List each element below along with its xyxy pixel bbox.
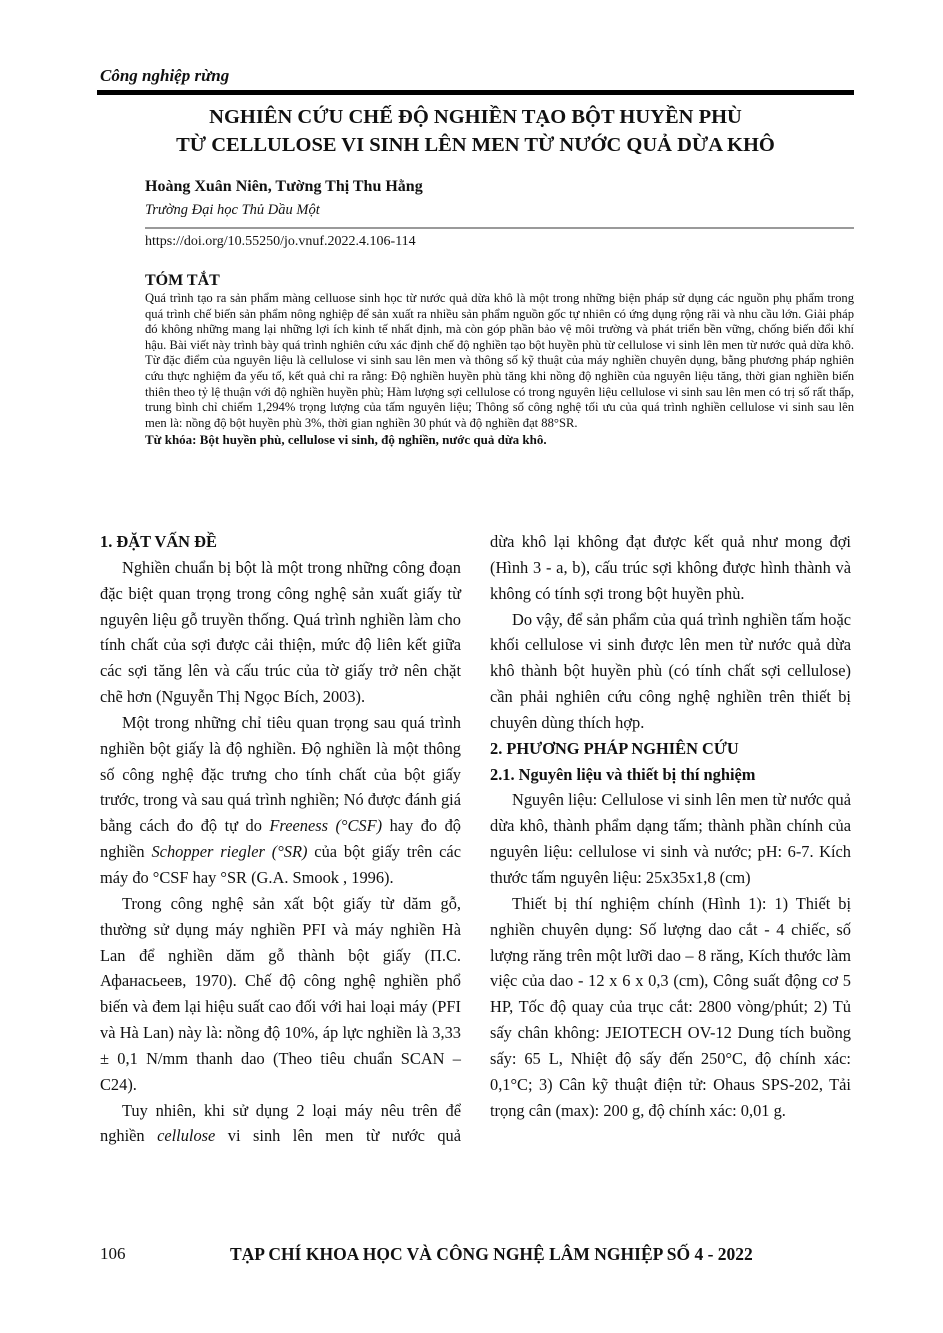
left-column <box>100 529 461 1149</box>
title-line-2: TỪ CELLULOSE VI SINH LÊN MEN TỪ NƯỚC QUẢ DỪA KHÔ <box>176 134 775 156</box>
text: hay đo độ nghiền <box>100 816 462 862</box>
abstract-heading: TÓM TẮT <box>145 272 220 289</box>
paragraph: Thiết bị thí nghiệm chính (Hình 1): 1) Thiết bị nghiền chuyên dụng: Số lượng dao cắt - 4 chiếc, số lượng răng trên một lưỡi dao – 8 răng, Kích thước làm việc của dao - 12 x 6 x 0,3 (cm), Công suất động cơ 5 HP, Tốc độ quay của trục cắt: 2800 vòng/phút; 2) Tủ sấy chân không: JEIOTECH OV-12 Dung tích buồng sấy: 65 L, Nhiệt độ sấy đến 250°C, độ chính xác: 0,1°C; 3) Cân kỹ thuật điện tử: Ohaus SPS-202, Tải trọng cân (max): 200 g, độ chính xác: 0,01 g. <box>490 893 851 1120</box>
page-number: 106 <box>100 1244 126 1263</box>
article-title <box>97 103 854 159</box>
doi-link[interactable]: https://doi.org/10.55250/jo.vnuf.2022.4.106-114 <box>145 234 416 249</box>
paragraph-continued: dừa khô lại không đạt được kết quả như mong đợi (Hình 3 - a, b), cấu trúc sợi không được hình thành và không có tính sợi trong bột huyền phù. <box>490 532 851 603</box>
keywords: Từ khóa: Bột huyền phù, cellulose vi sinh, độ nghiền, nước quả dừa khô. <box>145 432 547 448</box>
affiliation: Trường Đại học Thủ Dầu Một <box>145 202 320 218</box>
subsection-heading: 2.1. Nguyên liệu và thiết bị thí nghiệm <box>490 764 756 784</box>
abstract-text: Quá trình tạo ra sản phẩm màng celluose sinh học từ nước quả dừa khô là một trong những biện pháp sử dụng các nguồn phụ phẩm trong quá trình chế biến sản phẩm nông nghiệp để sản xuất ra nhiều sản phẩm nguồn gốc tự nhiên có ứng dụng rộng rãi và nhu cầu lớn. Giải pháp đó không những mang lại những lợi ích kinh tế nhất định, mà còn góp phần bảo vệ môi trường và phát triển bền vững, chống biến đổi khí hậu. Bài viết này trình bày quá trình nghiên cứu xác định chế độ nghiền tạo bột huyền phù từ cellulose vi sinh lên men từ nước quả dừa khô. Từ đặc điểm của nguyên liệu là cellulose vi sinh sau lên men và thông số kỹ thuật của máy nghiền chuyên dụng, bằng phương pháp nghiên cứu thực nghiệm đa yếu tố, kết quả chỉ ra rằng: Độ nghiền huyền phù tăng khi nồng độ nghiền của nguyên liệu tăng, thời gian nghiền biến thiên theo tỷ lệ thuận với độ nghiền huyền phù; Hàm lượng sợi cellulose có trong nguyên liệu cellulose vi sinh sau lên men có trị số rất thấp, trung bình chỉ chiếm 1,294% trọng lượng của tấm nguyên liệu; Thông số công nghệ tối ưu của quá trình nghiền cellulose vi sinh sau lên men là: nồng độ bột huyền phù 3%, thời gian nghiền 30 phút và độ nghiền đạt 88°SR. <box>145 291 854 430</box>
paragraph: Do vậy, để sản phẩm của quá trình nghiền tấm hoặc khối cellulose vi sinh được lên men từ nước quả dừa khô thành bột huyền phù (có tính chất sợi cellulose) cần phải nghiên cứu công nghệ nghiền trên thiết bị chuyên dùng thích hợp. <box>490 609 851 732</box>
italic-term: Freeness (°CSF) <box>269 816 383 836</box>
right-column <box>490 529 851 1123</box>
italic-term: Schopper riegler (°SR) <box>151 842 308 862</box>
paragraph: Trong công nghệ sản xất bột giấy từ dăm gỗ, thường sử dụng máy nghiền PFI và máy nghiền Hà Lan để nghiền dăm gỗ thành bột giấy (П.С. Афанасьеев, 1970). Chế độ công nghệ nghiền phổ biến và đem lại hiệu suất cao đối với hai loại máy (PFI và Hà Lan) này là: nồng độ 10%, áp lực nghiền là 3,33 ± 0,1 N/mm thanh dao (Theo tiêu chuẩn SCAN – C24). <box>100 893 461 1094</box>
section-heading-1: 1. ĐẶT VẤN ĐỀ <box>100 532 217 551</box>
text: Một trong những chỉ tiêu quan trọng sau quá trình nghiền bột giấy là độ nghiền. Độ nghiền là một thông số công nghệ đặc trưng cho tính chất của bột giấy trước, trong và sau quá trình nghiền; Nó được đánh giá bằng cách đo độ tự do <box>100 712 461 836</box>
authors: Hoàng Xuân Niên, Tường Thị Thu Hằng <box>145 178 423 195</box>
text: Tuy nhiên, khi sử dụng 2 loại máy nêu trên để nghiền <box>100 1100 461 1146</box>
section-label: Công nghiệp rừng <box>100 66 230 85</box>
section-heading-2: 2. PHƯƠNG PHÁP NGHIÊN CỨU <box>490 738 739 758</box>
title-line-1: NGHIÊN CỨU CHẾ ĐỘ NGHIỀN TẠO BỘT HUYỀN PHÙ <box>209 106 742 128</box>
divider <box>145 227 854 229</box>
text: của bột giấy trên các máy đo °CSF hay °SR (G.A. Smook , 1996). <box>100 842 461 887</box>
abstract <box>145 291 854 448</box>
paragraph: Nguyên liệu: Cellulose vi sinh lên men từ nước quả dừa khô, thành phẩm dạng tấm; thành phần chính của nguyên liệu: cellulose vi sinh và nước; pH: 6-7. Kích thước tấm nguyên liệu: 25x35x1,8 (cm) <box>490 790 851 887</box>
italic-term: cellulose <box>157 1126 216 1146</box>
paragraph <box>100 710 461 891</box>
text: vi sinh lên men từ nước quả <box>215 1126 461 1146</box>
header-rule <box>97 90 854 95</box>
journal-footer: TẠP CHÍ KHOA HỌC VÀ CÔNG NGHỆ LÂM NGHIỆP SỐ 4 - 2022 <box>230 1244 753 1264</box>
paragraph: Nghiền chuẩn bị bột là một trong những công đoạn đặc biệt quan trọng trong công nghệ sản xuất giấy từ nguyên liệu gỗ truyền thống. Quá trình nghiền làm cho tính chất của sợi được cải thiện, mức độ liên kết giữa các sợi tăng lên và cấu trúc của tờ giấy trở nên chặt chẽ hơn (Nguyễn Thị Ngọc Bích, 2003). <box>100 557 461 707</box>
paragraph <box>100 1098 461 1150</box>
